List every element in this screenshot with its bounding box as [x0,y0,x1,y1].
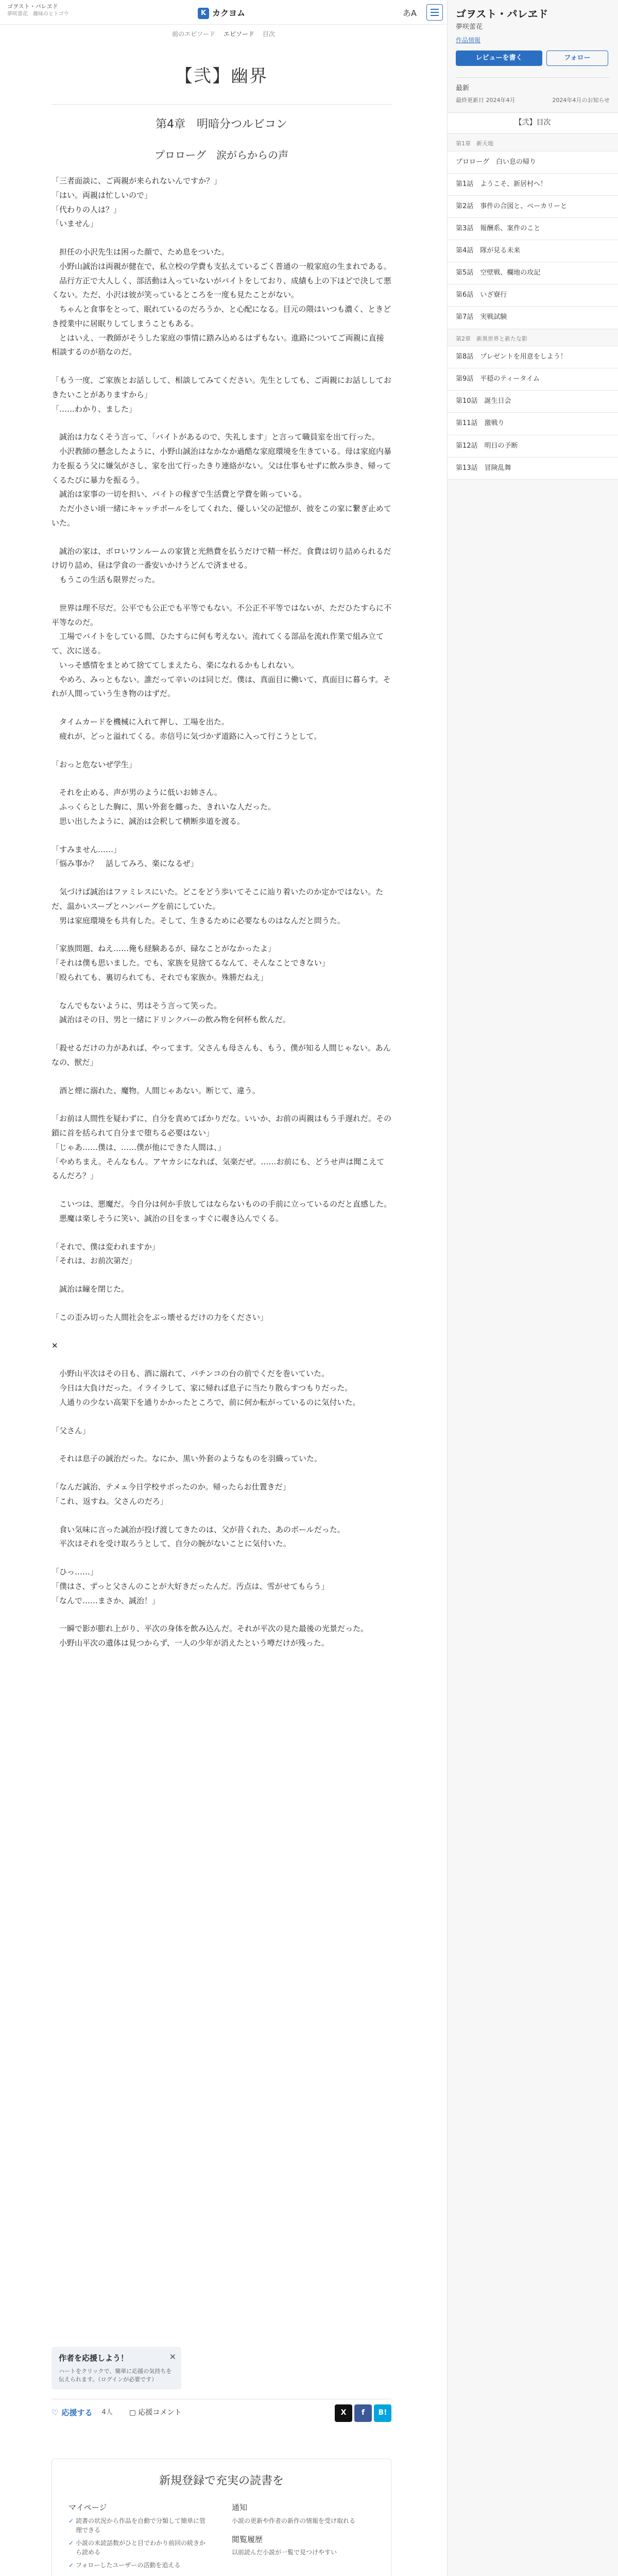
toc-episode-item[interactable]: 第9話 平穏のティータイム [448,368,618,391]
update-section [456,77,610,105]
toc-link[interactable]: 目次 [262,30,275,38]
follow-button[interactable]: フォロー [546,50,608,66]
body-paragraph [52,1070,391,1084]
toc-episode-item[interactable]: 第13話 冒険乱舞 [448,457,618,480]
update-detail: 2024年4月のお知らせ [552,96,610,104]
work-section-title: 【弐】幽界 [175,66,268,87]
body-paragraph [52,928,391,942]
body-paragraph: ✕ [52,1341,58,1350]
body-paragraph: 「もう一度、ご家族とお話しして、相談してみてください。先生としても、ご両親にお話ししておきたいことがありますから」 [52,376,391,399]
comment-label: 応援コメント [138,2408,182,2417]
toc-episode-item[interactable]: プロローグ 白い息の帰り [448,151,618,174]
body-paragraph: 悪魔は楽しそうに笑い、誠治の目をまっすぐに覗き込んでくる。 [52,1213,284,1223]
body-paragraph: 「殴られても、裏切られても、それでも家族か。殊勝だねえ」 [52,972,268,982]
toc-list [448,134,618,480]
work-info-link[interactable]: 作品情報 [456,37,481,44]
comment-button[interactable] [129,2407,182,2419]
share-icons [335,2404,391,2422]
review-button[interactable]: レビューを書く [456,50,542,66]
update-label: 最新 [456,84,470,93]
body-paragraph: 「これ、返すね。父さんのだろ」 [52,1496,168,1506]
body-paragraph: 平次はそれを受け取ろうとして、自分の腕がないことに気付いた。 [52,1539,291,1549]
body-paragraph: 「僕はさ、ずっと父さんのことが大好きだったんだ。汚点は、雪がせてもらう」 [52,1581,329,1591]
toc-episode-item[interactable]: 第4話 隊が見る未来 [448,240,618,262]
body-paragraph: 今日は大負けだった。イライラして、家に帰れば息子に当たり散らすつもりだった。 [52,1383,353,1393]
body-paragraph: 一瞬で影が膨れ上がり、平次の身体を飲み込んだ。それが平次の見た最後の光景だった。 [52,1624,369,1634]
comment-icon: ▢ [129,2408,136,2417]
body-paragraph: もうこの生活も限界だった。 [52,575,160,585]
body-paragraph: 誠治は瞳を閉じた。 [52,1284,129,1294]
history-body: 以前読んだ小説が一覧で見つけやすい [232,2549,337,2556]
mypage-item: ✓ 読書の状況から作品を自動で分類して簡単に管理できる [68,2516,211,2535]
body-paragraph: なんでもないように、男はそう言って笑った。 [52,1001,222,1010]
body-paragraph: 工場でバイトをしている間、ひたすらに何も考えない。流れてくる部品を流れ作業で組み立てて、次に送る。 [52,632,384,656]
body-paragraph: 「……わかり、ました」 [52,404,137,414]
body-paragraph: こいつは、悪魔だ。今自分は何か手放してはならないものの手前に立っているのだと直感した。 [52,1199,392,1209]
body-paragraph: 「それは僕も思いました。でも、家族を見捨てるなんて、そんなことできない」 [52,958,330,968]
work-author: 夢咲蕾花 趣味のヒトゴウ [7,11,69,17]
body-paragraph [52,416,391,430]
body-paragraph [52,1297,391,1311]
toc-episode-item[interactable]: 第7話 実戦試験 [448,307,618,329]
body-paragraph: 世界は理不尽だ。公平でも公正でも平等でもない。不公正不平等ではないが、ただひたすらに不平等なのだ。 [52,603,392,627]
body-paragraph [52,360,391,374]
body-paragraph: 「それは、お前次第だ」 [52,1256,137,1266]
body-paragraph: 「はい。両親は忙しいので」 [52,190,152,200]
cheer-notice [52,2347,181,2389]
mypage-item: ✓ フォローしたユーザーの活動を追える [68,2561,211,2570]
toc-episode-item[interactable]: 第10話 誕生日会 [448,391,618,413]
site-logo[interactable] [198,6,245,20]
breadcrumb [0,29,447,39]
logo-text: カクヨム [212,8,246,18]
hamburger-icon[interactable] [426,4,443,21]
toc-episode-item[interactable]: 第2話 事件の合図と、ベーカリーと [448,196,618,218]
toc-episode-item[interactable]: 第12話 明日の予断 [448,435,618,457]
body-paragraph: 「おっと危ないぜ学生」 [52,759,137,769]
body-paragraph: 「この歪み切った人間社会をぶっ壊せるだけの力をください」 [52,1312,268,1322]
body-paragraph: 気づけば誠治はファミレスにいた。どこをどう歩いてそこに辿り着いたのか定かではない。ただ、温かいスープとハンバーグを前にしていた。 [52,887,384,911]
chapter-title: 第4章 明暗分つルビコン [156,117,287,131]
body-paragraph: それを止める、声が男のように低いお姉さん。 [52,788,222,798]
body-paragraph [52,1608,391,1622]
body-paragraph: 小野山平次はその日も、酒に溺れて、パチンコの台の前でくだを巻いていた。 [52,1369,329,1379]
body-paragraph: 「すみません……」 [52,844,122,854]
cheer-button[interactable] [52,2406,92,2420]
body-paragraph: タイムカードを機械に入れて押し、工場を出た。 [52,717,229,727]
mypage-column [68,2502,211,2573]
body-paragraph: 「お前は人間性を疑わずに、自分を責めてばかりだな。いいか、お前の両親はもう手遅れだ。その鎖に首を括られて自分まで堕ちる必要はない」 [52,1114,392,1138]
body-paragraph [52,1027,391,1041]
body-paragraph: 「それで、僕は変われますか」 [52,1242,160,1251]
notice-title: 作者を応援しよう！ [59,2353,129,2363]
body-paragraph: 思い出したように、誠治は会釈して横断歩道を渡る。 [52,816,245,826]
main-content [52,62,391,1651]
work-info[interactable] [7,3,69,18]
register-box [52,2459,391,2576]
body-paragraph [52,772,391,786]
toc-header: 【弐】目次 [448,112,618,134]
body-paragraph: 男は家庭環境をも共有した。そして、生きるために必要なものはなんだと問うた。 [52,916,345,925]
font-size-toggle[interactable]: あA [403,8,417,18]
body-paragraph: いっそ感情をまとめて捨ててしまえたら、楽になれるかもしれない。 [52,660,299,670]
body-paragraph [52,1325,391,1339]
body-paragraph: 「ひっ……」 [52,1567,98,1577]
body-paragraph: ちゃんと食事をとって、眠れているのだろうか、と心配になる。目元の隈はいつも濃く、ときどき授業中に居眠りしてしまうこともある。 [52,304,391,328]
notice-body: ハートをクリックで、簡単に応援の気持ちを伝えられます。（ログインが必要です） [59,2367,172,2383]
notice-title: 通知 [232,2503,248,2513]
toc-episode-item[interactable]: 第5話 空壁戦、欄地の攻記 [448,262,618,284]
body-paragraph: 「代わりの人は？」 [52,205,122,214]
body-paragraph: 誠治の家は、ボロいワンルームの家賃と光熱費を払うだけで精一杯だ。食費は切り詰められるだけ切り詰め、昼は学食の一番安いかけうどんで済ませる。 [52,546,391,570]
close-icon[interactable]: ✕ [169,2352,176,2362]
body-paragraph [52,985,391,999]
cheer-count[interactable]: 4人 [101,2409,113,2417]
body-paragraph: 「三者面談に、ご両親が来られないんですか？」 [52,176,222,186]
toc-episode-item[interactable]: 第6話 いざ寮行 [448,284,618,307]
mypage-title: マイページ [68,2503,107,2513]
body-paragraph [52,701,391,715]
body-paragraph: 小野山平次の遺体は見つからず、一人の少年が消えたという噂だけが残った。 [52,1638,329,1648]
body-paragraph: 小野山誠治は両親が健在で、私立校の学費も支払えているごく普通の一般家庭の生まれである。 [52,261,391,271]
body-paragraph: 品行方正で大人しく、部活動は入っていないがバイトをしており、成績も上の下ほどで決して悪くない。ただ、小沢は彼が笑っているところを一度も見たことがない。 [52,276,391,300]
toc-episode-item[interactable]: 第3話 報酬系、案件のこと [448,218,618,240]
body-paragraph: 誠治はその日、男と一緒にドリンクバーの飲み物を何杯も飲んだ。 [52,1015,290,1025]
episode-body [52,174,391,1651]
body-paragraph [52,1438,391,1452]
body-paragraph: 「家族問題、ねえ……俺も経験あるが、碌なことがなかったよ」 [52,944,276,954]
history-title: 閲覧履歴 [232,2535,263,2545]
notice-column [232,2502,374,2573]
body-paragraph: ふっくらとした胸に、黒い外套を纏った、きれいな人だった。 [52,802,276,812]
body-paragraph: 「悩み事か？ 話してみろ、楽になるぜ」 [52,859,198,869]
divider [52,104,391,105]
body-paragraph: 「やめちまえ。そんなもん。アヤカシになれば、気楽だぜ。……お前にも、どうせ声は聞こえてるんだろ？」 [52,1157,385,1181]
breadcrumb-current: エピソード [223,30,254,38]
body-paragraph [52,231,391,245]
body-paragraph [52,1183,391,1197]
body-paragraph: それは息子の誠治だった。なにか、黒い外套のようなものを羽織っていた。 [52,1454,322,1464]
notice-body: 小説の更新や作者の新作の情報を受け取れる [232,2517,356,2524]
work-title-link[interactable]: ゴヲスト・パレヱド [7,3,58,10]
body-paragraph [52,1098,391,1112]
body-paragraph: 誠治は力なくそう言って、「バイトがあるので、失礼します」と言って職員室を出て行った。 [52,432,380,442]
body-paragraph: ただ小さい頃一緒にキャッチボールをしてくれた、優しい父の記憶が、彼をこの家に繋ぎ止めていた。 [52,504,391,528]
body-paragraph: 「いません」 [52,219,98,229]
body-paragraph: 疲れが、どっと溢れてくる。赤信号に気づかず道路に入って行こうとして。 [52,731,322,741]
action-area [52,2347,391,2422]
body-paragraph: 人通りの少ない高架下を通りかかったところで、前に何か転がっているのに気付いた。 [52,1397,360,1407]
body-paragraph: 「なんだ誠治、テメェ今日学校サボったのか。帰ったらお仕置きだ」 [52,1482,290,1492]
body-paragraph: 小沢教師の懸念したように、小野山誠治はなかなか過酷な家庭環境を生きている。母は家庭内暴力を振るう父に嫌気がさし、家を出て行ったきり連絡がない。父は仕事もせずに飲み歩き、帰ってくるたびに暴力を振るう。 [52,447,392,485]
body-paragraph: 「じゃあ……僕は、……僕が他にできた人間は、」 [52,1142,226,1152]
toc-chapter-heading: 第1章 新天地 [448,134,618,151]
body-paragraph [52,829,391,843]
sidebar-author[interactable]: 夢咲蕾花 [456,23,483,31]
body-paragraph [52,871,391,885]
episode-title: プロローグ 涙がらからの声 [154,149,288,162]
body-paragraph [52,1268,391,1282]
body-paragraph [52,1410,391,1424]
cheer-label: 応援する [61,2408,93,2417]
register-title: 新規登録で充実の読書を [159,2475,284,2487]
body-paragraph [52,1509,391,1523]
body-paragraph: 「なんで……まさか、誠治！」 [52,1596,160,1605]
update-date: 最終更新日 2024年4月 [456,96,516,104]
body-paragraph [52,587,391,601]
body-paragraph: とはいえ、一教師がそうした家庭の事情に踏み込めるはずもない。進路についてご両親に直接相談するのが筋なのだ。 [52,333,384,357]
kakuyomu-logo-icon: K [198,8,209,19]
sidebar [447,0,618,2576]
x-share-icon[interactable]: X [335,2404,352,2422]
body-paragraph [52,744,391,758]
top-bar [0,0,447,25]
body-paragraph: 担任の小沢先生は困った顔で、ため息をついた。 [52,247,229,257]
sidebar-work-title[interactable]: ゴヲスト・パレヱド [456,8,548,20]
body-paragraph: 「殺せるだけの力があれば、やってます。父さんも母さんも、もう、僕が知る人間じゃない。あんなの、獣だ」 [52,1043,391,1067]
cheer-row [52,2399,391,2422]
body-paragraph: 酒と煙に溺れた、魔物。人間じゃあない。断じて、違う。 [52,1086,260,1095]
body-paragraph [52,1226,391,1240]
toc-episode-item[interactable]: 第8話 プレゼントを用意をしよう！ [448,346,618,368]
prev-episode-link[interactable]: 前のエピソード [172,30,216,38]
body-paragraph: 「父さん」 [52,1426,91,1435]
body-paragraph: 誠治は家事の一切を担い、バイトの稼ぎで生活費と学費を賄っている。 [52,489,307,499]
toc-episode-item[interactable]: 第11話 激戦り [448,413,618,435]
hatena-bookmark-icon[interactable]: B! [374,2404,391,2422]
body-paragraph [52,1551,391,1565]
body-paragraph [52,1353,391,1367]
toc-chapter-heading: 第2章 新異世界と新たな影 [448,329,618,347]
mypage-item: ✓ 小説の未読話数がひと目でわかり前回の続きから読める [68,2538,211,2557]
body-paragraph [52,531,391,545]
body-paragraph: やめろ、みっともない。誰だって辛いのは同じだ。僕は、真面目に働いて、真面目に暮らす。それが人間っていう生き物のはずだ。 [52,674,391,699]
body-paragraph [52,1466,391,1480]
episode-header [52,62,391,164]
facebook-share-icon[interactable]: f [354,2404,372,2422]
toc-episode-item[interactable]: 第1話 ようこそ、新居村へ！ [448,174,618,196]
body-paragraph: 食い気味に言った誠治が投げ渡してきたのは、父が昔くれた、あのボールだった。 [52,1524,345,1534]
heart-icon: ♡ [52,2408,59,2417]
